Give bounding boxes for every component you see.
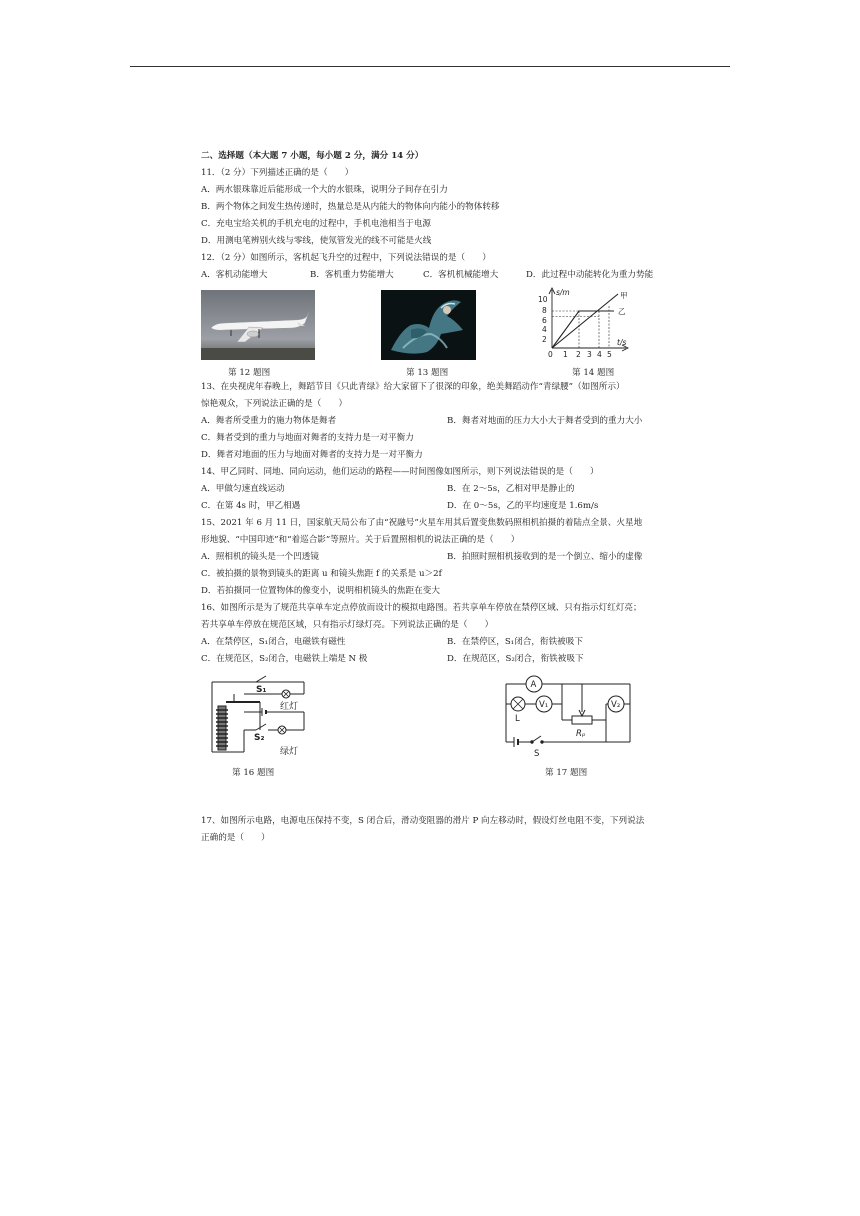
q11-option-d: D．用测电笔辨别火线与零线，使氖管发光的线不可能是火线 xyxy=(201,236,432,246)
q14-option-b: B．在 2～5s，乙相对甲是静止的 xyxy=(447,484,575,494)
fig14-caption: 第 14 题图 xyxy=(572,368,615,378)
y-tick: 10 xyxy=(538,295,548,304)
q14-stem: 14、甲乙同时、同地、同向运动，他们运动的路程——时间图像如图所示，则下列说法错误的是（ ） xyxy=(201,467,599,477)
switch-s1-blade xyxy=(256,676,266,682)
q14-option-a: A．甲做匀速直线运动 xyxy=(201,484,285,494)
rheostat-rp xyxy=(572,716,592,724)
q12-option-b: B．客机重力势能增大 xyxy=(310,270,394,280)
q17-stem-line1: 17、如图所示电路，电源电压保持不变，S 闭合后，滑动变阻器的滑片 P 向左移动时，假设灯丝电阻不变，下列说法 xyxy=(201,816,645,826)
label-switch: S xyxy=(534,749,540,759)
label-red-lamp: 红灯 xyxy=(280,702,299,712)
q11-stem: 11．（2 分）下列描述正确的是（ ） xyxy=(201,168,354,178)
q13-option-c: C．舞者受到的重力与地面对舞者的支持力是一对平衡力 xyxy=(201,433,414,443)
x-axis-label: t/s xyxy=(617,338,627,347)
q12-option-d: D．此过程中动能转化为重力势能 xyxy=(526,270,654,280)
fig16-caption: 第 16 题图 xyxy=(232,768,275,778)
fig13-caption: 第 13 题图 xyxy=(406,368,449,378)
y-tick: 4 xyxy=(542,325,547,334)
q17-stem-line2: 正确的是（ ） xyxy=(201,833,270,843)
section-title: 二、选择题（本大题 7 小题，每小题 2 分，满分 14 分） xyxy=(201,151,424,161)
fig17-caption: 第 17 题图 xyxy=(545,768,588,778)
q13-option-d: D．舞者对地面的压力与地面对舞者的支持力是一对平衡力 xyxy=(201,450,423,460)
q16-option-d: D．在规范区，S₂闭合，衔铁被吸下 xyxy=(447,654,584,664)
label-green-lamp: 绿灯 xyxy=(280,747,299,757)
q11-option-c: C．充电宝给关机的手机充电的过程中，手机电池相当于电源 xyxy=(201,219,432,229)
meter-circuit-diagram xyxy=(496,674,636,760)
q13-stem-line2: 惊艳观众，下列说法正确的是（ ） xyxy=(201,399,348,409)
q15-option-d: D．若拍摄同一位置物体的像变小，说明相机镜头的焦距在变大 xyxy=(201,586,440,596)
x-tick: 3 xyxy=(587,350,592,358)
airplane-photo xyxy=(201,290,315,360)
q16-stem-line2: 若共享单车停放在规范区域，只有指示灯绿灯亮。下列说法正确的是（ ） xyxy=(201,620,494,630)
q14-option-d: D．在 0～5s，乙的平均速度是 1.6m/s xyxy=(447,501,599,511)
q11-option-b: B．两个物体之间发生热传递时，热量总是从内能大的物体向内能小的物体转移 xyxy=(201,202,500,212)
x-tick: 5 xyxy=(607,350,612,358)
x-tick: 0 xyxy=(548,350,553,358)
q16-option-b: B．在禁停区，S₁闭合，衔铁被吸下 xyxy=(447,637,583,647)
label-s1: S₁ xyxy=(256,685,267,695)
x-tick: 2 xyxy=(576,350,581,358)
st-graph xyxy=(532,284,637,358)
line-jia xyxy=(552,294,618,348)
q15-option-c: C．被拍摄的景物到镜头的距离 u 和镜头焦距 f 的关系是 u＞2f xyxy=(201,569,442,579)
x-tick: 1 xyxy=(563,350,568,358)
q15-option-a: A．照相机的镜头是一个凹透镜 xyxy=(201,552,319,562)
q13-option-a: A．舞者所受重力的施力物体是舞者 xyxy=(201,416,337,426)
dancer-photo xyxy=(381,290,476,360)
q13-stem-line1: 13、在央视虎年春晚上，舞蹈节目《只此青绿》给大家留下了很深的印象，绝美舞蹈动作“青绿腰”（如图所示） xyxy=(201,382,625,392)
label-v1: V₁ xyxy=(539,700,549,710)
x-tick: 4 xyxy=(597,350,602,358)
header-rule xyxy=(130,66,730,67)
q12-stem: 12．（2 分）如图所示，客机起飞升空的过程中，下列说法错误的是（ ） xyxy=(201,253,491,263)
label-lamp: L xyxy=(515,714,520,724)
q12-option-a: A．客机动能增大 xyxy=(201,270,268,280)
y-tick: 8 xyxy=(542,306,547,315)
q16-stem-line1: 16、如图所示是为了规范共享单车定点停放而设计的模拟电路图。若共享单车停放在禁停区域、只有指示灯红灯亮； xyxy=(201,603,642,613)
relay-circuit-diagram xyxy=(204,674,314,762)
q15-stem-line2: 形地貌、“中国印迹”和“着巡合影”等照片。关于后置照相机的说法正确的是（ ） xyxy=(201,535,520,545)
q14-option-c: C．在第 4s 时，甲乙相遇 xyxy=(201,501,301,511)
q15-option-b: B．拍照时照相机接收到的是一个倒立、缩小的虚像 xyxy=(447,552,643,562)
label-v2: V₂ xyxy=(611,700,621,710)
label-rheostat: Rₚ xyxy=(576,729,586,739)
y-tick: 2 xyxy=(542,335,547,344)
q15-stem-line1: 15、2021 年 6 月 11 日，国家航天局公布了由“祝融号”火星车用其后置变焦数码照相机拍摄的着陆点全景、火星地 xyxy=(201,518,643,528)
switch-s2-blade xyxy=(256,724,266,730)
fig12-caption: 第 12 题图 xyxy=(228,368,271,378)
q16-option-c: C．在规范区，S₂闭合，电磁铁上端是 N 极 xyxy=(201,654,368,664)
label-s2: S₂ xyxy=(254,733,265,743)
line-label-yi: 乙 xyxy=(618,307,626,316)
y-axis-label: s/m xyxy=(556,288,570,297)
q11-option-a: A．两水银珠靠近后能形成一个大的水银珠，说明分子间存在引力 xyxy=(201,185,448,195)
line-label-jia: 甲 xyxy=(620,291,628,300)
y-tick: 6 xyxy=(542,316,547,325)
q12-option-c: C．客机机械能增大 xyxy=(423,270,499,280)
label-ammeter: A xyxy=(530,680,537,690)
q16-option-a: A．在禁停区，S₁闭合，电磁铁有磁性 xyxy=(201,637,346,647)
iron-core xyxy=(218,706,226,750)
line-yi xyxy=(552,311,614,348)
q13-option-b: B．舞者对地面的压力大小大于舞者受到的重力大小 xyxy=(447,416,643,426)
